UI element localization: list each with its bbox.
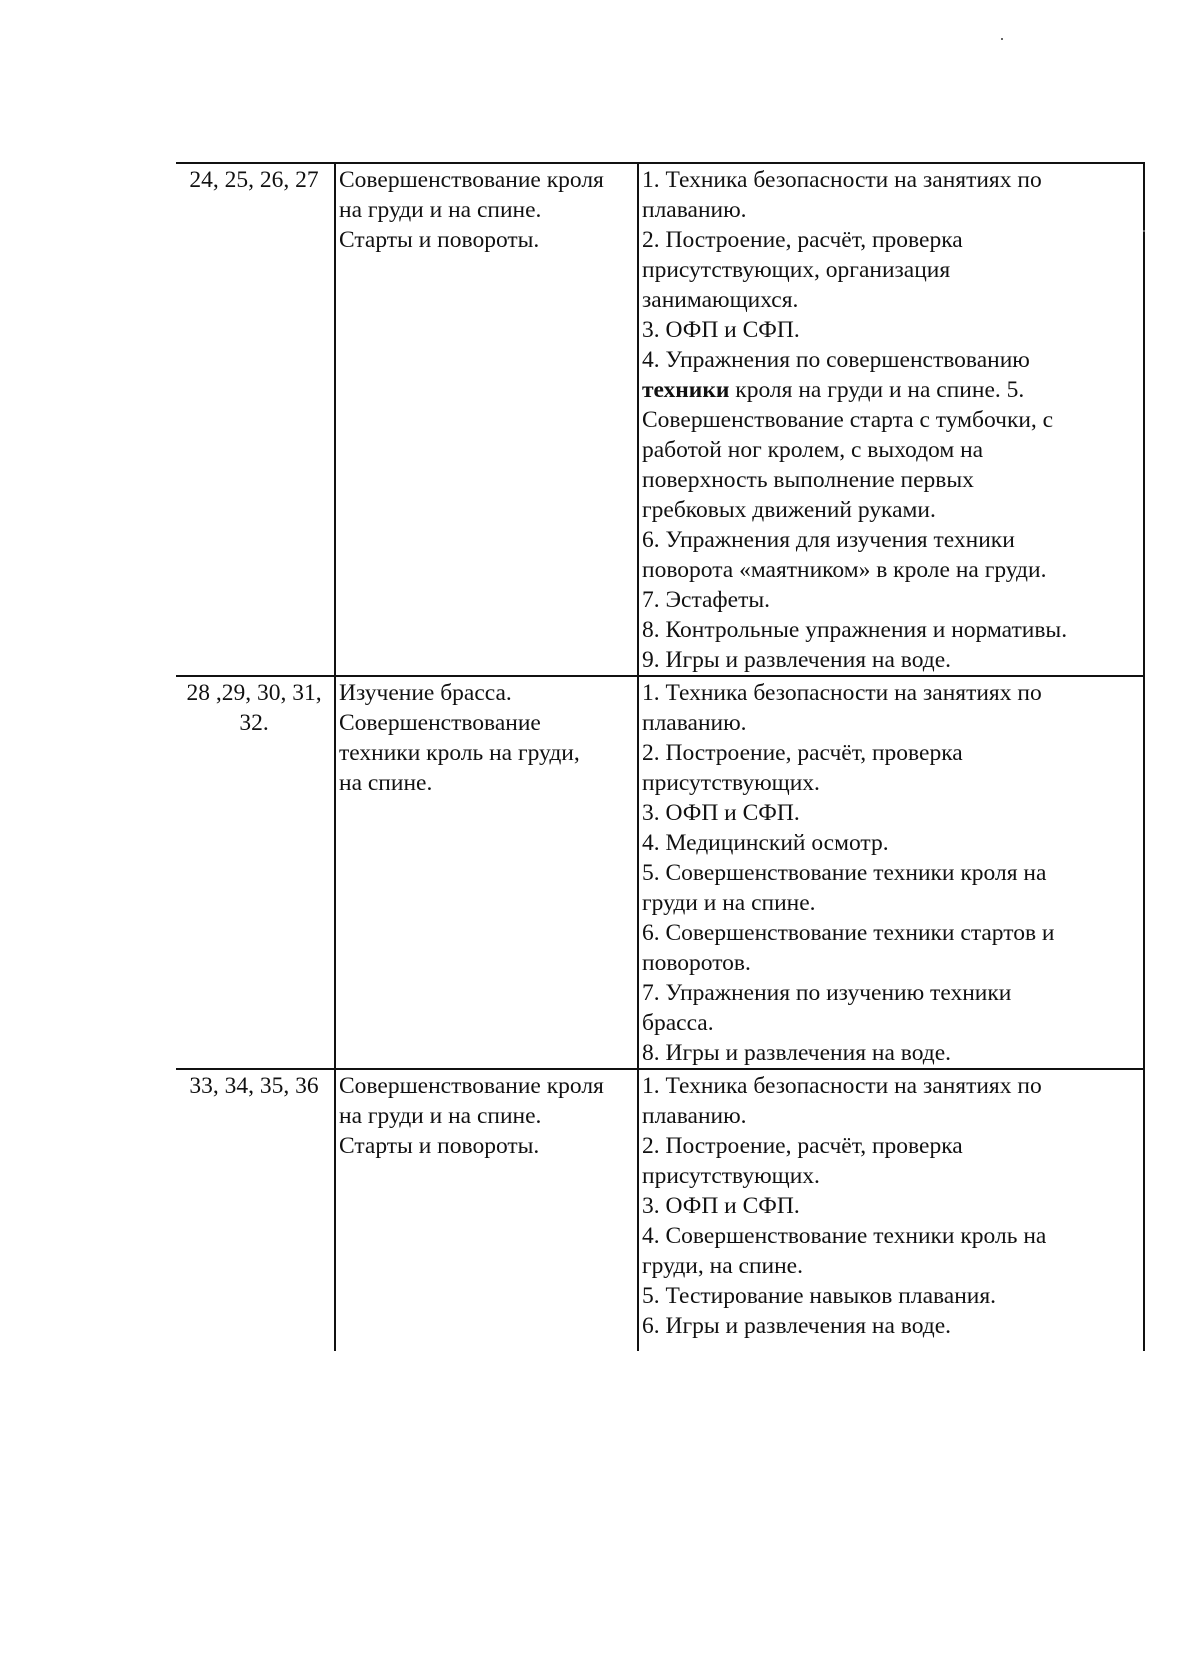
content-line: присутствующих, организация — [642, 257, 951, 283]
lesson-numbers-cell — [176, 1069, 335, 1351]
lesson-numbers-cell — [176, 163, 335, 676]
content-cell — [638, 163, 1144, 676]
scan-speck — [1143, 230, 1145, 232]
table-row — [176, 676, 1144, 1069]
content-line: груди и на спине. — [642, 890, 816, 916]
content-line: плаванию. — [642, 197, 747, 223]
topic-line: на груди и на спине. — [339, 197, 542, 223]
content-line: 6. Упражнения для изучения техники — [642, 527, 1015, 553]
content-line: 2. Построение, расчёт, проверка — [642, 1133, 963, 1159]
table-row — [176, 1069, 1144, 1351]
lesson-numbers: 32. — [239, 710, 269, 736]
content-line: гребковых движений руками. — [642, 497, 936, 523]
content-line: 1. Техника безопасности на занятиях по — [642, 680, 1042, 706]
content-line: 2. Построение, расчёт, проверка — [642, 740, 963, 766]
content-line: 4. Медицинский осмотр. — [642, 830, 889, 856]
bold-word: техники — [642, 377, 730, 403]
topic-line: Совершенствование кроля — [339, 1073, 604, 1099]
content-line: 3. ОФП и СФП. — [642, 1193, 800, 1219]
topic-line: Старты и повороты. — [339, 1133, 540, 1159]
content-line: 6. Игры и развлечения на воде. — [642, 1313, 952, 1339]
topic-line: техники кроль на груди, — [339, 740, 580, 766]
lesson-numbers-cell — [176, 676, 335, 1069]
topic-cell — [335, 676, 638, 1069]
content-line: 4. Упражнения по совершенствованию — [642, 347, 1030, 373]
lesson-numbers: 24, 25, 26, 27 — [189, 167, 319, 193]
content-line: поверхность выполнение первых — [642, 467, 974, 493]
topic-line: на спине. — [339, 770, 433, 796]
lesson-plan-table — [176, 162, 1145, 1351]
lesson-numbers: 28 ,29, 30, 31, — [186, 680, 322, 706]
content-line: 7. Эстафеты. — [642, 587, 771, 613]
topic-cell — [335, 163, 638, 676]
content-line: присутствующих. — [642, 1163, 820, 1189]
topic-line: на груди и на спине. — [339, 1103, 542, 1129]
topic-line: Совершенствование кроля — [339, 167, 604, 193]
table-row — [176, 163, 1144, 676]
content-line: 1. Техника безопасности на занятиях по — [642, 1073, 1042, 1099]
content-line: поворота «маятником» в кроле на груди. — [642, 557, 1047, 583]
content-line: 2. Построение, расчёт, проверка — [642, 227, 963, 253]
content-line: занимающихся. — [642, 287, 799, 313]
lesson-numbers: 33, 34, 35, 36 — [189, 1073, 319, 1099]
content-line: 8. Контрольные упражнения и нормативы. — [642, 617, 1068, 643]
content-line: плаванию. — [642, 1103, 747, 1129]
content-line: плаванию. — [642, 710, 747, 736]
content-line: 4. Совершенствование техники кроль на — [642, 1223, 1047, 1249]
content-cell — [638, 1069, 1144, 1351]
topic-line: Совершенствование — [339, 710, 541, 736]
content-line: Совершенствование старта с тумбочки, с — [642, 407, 1054, 433]
content-line: 3. ОФП и СФП. — [642, 317, 800, 343]
content-line: 7. Упражнения по изучению техники — [642, 980, 1012, 1006]
content-line-with-bold — [642, 375, 1143, 405]
content-line: 6. Совершенствование техники стартов и — [642, 920, 1055, 946]
content-line: 3. ОФП и СФП. — [642, 800, 800, 826]
content-line-rest: кроля на груди и на спине. 5. — [735, 377, 1025, 403]
scan-speck — [1001, 38, 1003, 40]
content-line: 9. Игры и развлечения на воде. — [642, 647, 952, 673]
content-line: 5. Тестирование навыков плавания. — [642, 1283, 997, 1309]
content-line: поворотов. — [642, 950, 751, 976]
content-cell — [638, 676, 1144, 1069]
topic-cell — [335, 1069, 638, 1351]
topic-line: Старты и повороты. — [339, 227, 540, 253]
content-line: брасса. — [642, 1010, 714, 1036]
content-line: 1. Техника безопасности на занятиях по — [642, 167, 1042, 193]
topic-line: Изучение брасса. — [339, 680, 512, 706]
content-line: работой ног кролем, с выходом на — [642, 437, 984, 463]
content-line: 5. Совершенствование техники кроля на — [642, 860, 1047, 886]
content-line: 8. Игры и развлечения на воде. — [642, 1040, 952, 1066]
content-line: присутствующих. — [642, 770, 820, 796]
content-line: груди, на спине. — [642, 1253, 803, 1279]
